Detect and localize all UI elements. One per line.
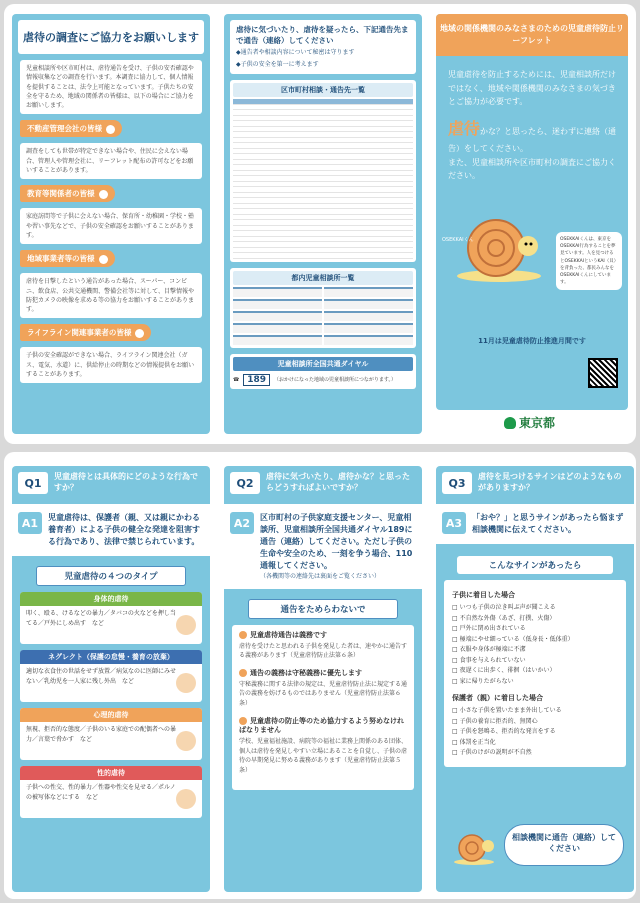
abuse-type-name: 身体的虐待 bbox=[20, 592, 202, 606]
checklist-item: □ 食事を与えられていない bbox=[452, 656, 618, 667]
checklist-item: □ 小さな子供を置いたまま外出している bbox=[452, 706, 618, 717]
contacts-grid bbox=[233, 99, 413, 259]
q1-header bbox=[12, 466, 210, 494]
a-badge: A3 bbox=[442, 512, 466, 534]
a3-answer bbox=[436, 504, 634, 544]
back-sheet bbox=[4, 452, 636, 899]
cover-para2-wrap bbox=[448, 115, 616, 156]
abuse-type-card bbox=[20, 592, 202, 644]
child-illustration-icon bbox=[176, 789, 196, 809]
ginkgo-icon bbox=[504, 417, 516, 429]
q-badge: Q3 bbox=[442, 472, 472, 494]
front-sheet bbox=[4, 4, 636, 444]
q3-panel bbox=[436, 466, 634, 892]
child-guidance-table bbox=[230, 268, 416, 348]
answer-note: （各機関等の連絡先は裏面をご覧ください） bbox=[260, 573, 381, 580]
snail-label: OSEKKAIくん bbox=[442, 237, 474, 243]
checklist-item: □ 戸外に閉め出されている bbox=[452, 624, 618, 635]
abuse-type-body bbox=[20, 780, 202, 818]
section-tag: 地域事業者等の皆様 bbox=[20, 250, 115, 267]
abuse-types bbox=[12, 592, 210, 818]
contacts-panel bbox=[224, 14, 422, 434]
child-illustration-icon bbox=[176, 615, 196, 635]
table-cell bbox=[274, 253, 323, 259]
abuse-type-name: ネグレクト（保護の怠慢・養育の放棄） bbox=[20, 650, 202, 664]
tokyo-logo: 東京都 bbox=[504, 414, 555, 431]
sign-title: こんなサインがあったら bbox=[457, 556, 613, 574]
snail-mascot-icon bbox=[452, 828, 496, 866]
abuse-type-card bbox=[20, 650, 202, 702]
guidance-center-card bbox=[233, 299, 322, 309]
obligation-item bbox=[239, 669, 407, 709]
section-text: 家庭訪問等で子供に会えない場合、保育所・幼稚園・学校・塾や習い事先などで、子供の安全確認をお願いすることがあります。 bbox=[20, 208, 202, 244]
qr-code[interactable] bbox=[588, 358, 618, 388]
municipal-contacts-table bbox=[230, 80, 416, 262]
obligation-item bbox=[239, 631, 407, 661]
obligation-heading: 通告の義務は守秘義務に優先します bbox=[239, 669, 407, 679]
checklist-item: □ 家に帰りたがらない bbox=[452, 677, 618, 688]
a-badge: A2 bbox=[230, 512, 254, 534]
report-intro bbox=[230, 20, 416, 74]
dial-note: （おかけになった地域の児童相談所につながります。） bbox=[274, 377, 397, 384]
section-text: 調査をしても世帯が特定できない場合や、住民に会えない場合、管理人や管理会社に、リーフレット配布の許可などをお願いすることがあります。 bbox=[20, 143, 202, 179]
section-tag: 教育等関係者の皆様 bbox=[20, 185, 115, 202]
table-cell bbox=[233, 253, 274, 259]
checklist-item: □ 極端にやせ細っている（低身長・低体重） bbox=[452, 635, 618, 646]
checklist-item: □ いつも子供の泣き叫ぶ声が聞こえる bbox=[452, 603, 618, 614]
q3-header bbox=[436, 466, 634, 494]
section-education bbox=[12, 179, 210, 244]
q-badge: Q1 bbox=[18, 472, 48, 494]
cover-para1: 児童虐待を防止するためには、児童相談所だけではなく、地域や関係機関のみなさまの気づきとご協力が必要です。 bbox=[448, 70, 616, 107]
answer-text: 児童虐待は、保護者（親、又は親にかわる養育者）による子供の健全な発達を阻害する行為であり、法律で禁じられています。 bbox=[48, 513, 200, 546]
cover-para2: かな？と思ったら、迷わずに連絡（通告）をしてください。 bbox=[448, 126, 617, 153]
guidance-center-card bbox=[233, 335, 322, 345]
obligation-item bbox=[239, 717, 407, 776]
types-title: 児童虐待の４つのタイプ bbox=[36, 566, 186, 586]
section-real-estate bbox=[12, 114, 210, 179]
abuse-type-text: 無視、拒否的な態度／子供のいる家庭での配偶者への暴力／言葉で脅かす など bbox=[26, 726, 177, 743]
question-text: 虐待を見つけるサインはどのようなものがありますか？ bbox=[478, 472, 622, 492]
bullet: ◆通告者や相談内容について秘密は守ります bbox=[236, 49, 355, 56]
guidance-center-card bbox=[233, 323, 322, 333]
guidance-center-card bbox=[324, 323, 413, 333]
child-signs bbox=[452, 603, 618, 687]
hand-icon bbox=[135, 329, 144, 338]
parent-signs bbox=[452, 706, 618, 759]
abuse-type-text: 叩く、殴る、けるなどの暴力／タバコの火などを押し当てる／戸外にしめ出す など bbox=[26, 610, 176, 627]
snail-mascot-icon bbox=[454, 204, 544, 284]
table-title: 区市町村相談・通告先一覧 bbox=[233, 83, 413, 97]
table-cell bbox=[323, 253, 364, 259]
table-title: 都内児童相談所一覧 bbox=[233, 271, 413, 285]
investigation-panel bbox=[12, 14, 210, 434]
checklist-item: □ 体罰を正当化 bbox=[452, 738, 618, 749]
report-heading: 虐待に気づいたり、虐待を疑ったら、下記通告先まで通告（連絡）してください bbox=[236, 25, 409, 45]
obligation-body: 虐待を受けたと思われる子供を発見した者は、速やかに通告する義務があります（児童虐待防止法第６条） bbox=[239, 642, 408, 660]
q2-panel bbox=[224, 466, 422, 892]
child-illustration-icon bbox=[176, 673, 196, 693]
obligation-list bbox=[232, 625, 414, 790]
obligation-heading: 児童虐待の防止等のため協力するよう努めなければなりません bbox=[239, 717, 407, 737]
a1-answer bbox=[12, 504, 210, 556]
q1-panel bbox=[12, 466, 210, 892]
guidance-center-card bbox=[233, 287, 322, 297]
answer-text: 区市町村の子供家庭支援センター、児童相談所、児童相談所全国共通ダイヤル189に通告（連絡）してください。ただし子供の生命や安全のため、一刻を争う場合、110通報してください。 （各機関等の連絡先は裏面をご覧ください） bbox=[260, 512, 416, 581]
guidance-center-card bbox=[324, 287, 413, 297]
abuse-type-body bbox=[20, 722, 202, 760]
phone-icon: ☎ bbox=[233, 376, 240, 383]
answer-text: 「おや？」と思うサインがあったら悩まず相談機関に伝えてください。 bbox=[472, 513, 624, 534]
snail-note: OSEKKAIくんは、東京をOSEKKAI行為することを夢見ています。人を見つけるとOSEKKAIというKAI（貝）を背負った、都民みんなをOSEKKAIくんにしています。 bbox=[556, 232, 622, 290]
group-title: 保護者（親）に着目した場合 bbox=[452, 694, 543, 702]
group-title: 子供に着目した場合 bbox=[452, 591, 515, 599]
checklist-item: □ 夜遅くに出歩く、徘徊（はいかい） bbox=[452, 666, 618, 677]
hand-icon bbox=[99, 255, 108, 264]
q2-header bbox=[224, 466, 422, 494]
guidance-center-card bbox=[233, 311, 322, 321]
big-word: 虐待 bbox=[448, 118, 481, 138]
table-cell bbox=[364, 253, 413, 259]
a2-answer bbox=[224, 504, 422, 589]
contact-bubble: 相談機関に通告（連絡）してください bbox=[504, 824, 624, 866]
cover-panel bbox=[436, 14, 628, 410]
abuse-type-name: 性的虐待 bbox=[20, 766, 202, 780]
abuse-type-card bbox=[20, 766, 202, 818]
abuse-type-name: 心理的虐待 bbox=[20, 708, 202, 722]
obligation-heading: 児童虐待通告は義務です bbox=[239, 631, 407, 641]
national-dial bbox=[230, 354, 416, 389]
question-text: 虐待に気づいたり、虐待かな？と思ったらどうすればよいですか？ bbox=[266, 472, 410, 492]
child-guidance-grid bbox=[233, 287, 413, 345]
dont-hesitate-title: 通告をためらわないで bbox=[248, 599, 398, 619]
cover-para3: また、児童相談所や区市町村の調査にご協力ください。 bbox=[448, 157, 616, 181]
question-text: 児童虐待とは具体的にどのような行為ですか？ bbox=[54, 472, 198, 492]
guidance-center-card bbox=[324, 299, 413, 309]
sign-checklist bbox=[444, 580, 626, 767]
obligation-body: 学校、児童福祉施設、病院等の福祉に業務上関係のある団体、個人は虐待を発見しやすい立場にあることを自覚し、子供の虐待の早期発見に努める義務があります（児童虐待防止法第５条） bbox=[239, 738, 408, 774]
abuse-type-text: 適切な衣食住の世話をせず放置／病気なのに医師にみせない／乳幼児を一人家に残し外出 など bbox=[26, 668, 177, 685]
checklist-item: □ 不自然な外傷（あざ、打撲、火傷） bbox=[452, 614, 618, 625]
obligation-body: 守秘義務に関する法律の規定は、児童虐待防止法に規定する通告の義務を妨げるものではありません（児童虐待防止法第６条） bbox=[239, 680, 408, 707]
checklist-item: □ 衣服や身体が極端に不潔 bbox=[452, 645, 618, 656]
abuse-type-body bbox=[20, 606, 202, 644]
cover-body bbox=[436, 56, 628, 195]
panel1-title: 虐待の調査にご協力をお願いします bbox=[18, 20, 204, 54]
a-badge: A1 bbox=[18, 512, 42, 534]
section-local-business bbox=[12, 244, 210, 318]
guidance-center-card bbox=[324, 311, 413, 321]
abuse-type-body bbox=[20, 664, 202, 702]
section-text: 虐待を日撃したという通告があった場合、スーパー、コンビニ、飲食店、公共交通機関、警備会社等に対して、目撃情報や防犯カメラの映像を求める等の協力をお願いすることがあります。 bbox=[20, 273, 202, 318]
bullet: ◆子供の安全を第一に考えます bbox=[236, 60, 319, 68]
dial-row bbox=[233, 374, 413, 386]
section-text: 子供の安全確認ができない場合、ライフライン関連会社（ガス、電気、水道）に、供給停止の時期などの情報提供をお願いすることがあります。 bbox=[20, 347, 202, 383]
dial-title: 児童相談所全国共通ダイヤル bbox=[233, 357, 413, 371]
section-tag: ライフライン関連事業者の皆様 bbox=[20, 324, 151, 341]
section-lifeline bbox=[12, 318, 210, 383]
hand-icon bbox=[106, 125, 115, 134]
prevention-month: 11月は児童虐待防止推進月間です bbox=[478, 337, 586, 345]
checklist-item: □ 子供のけがの説明が不自然 bbox=[452, 748, 618, 759]
abuse-type-card bbox=[20, 708, 202, 760]
checklist-item: □ 子供を怒鳴る、拒否的な発言をする bbox=[452, 727, 618, 738]
section-tag: 不動産管理会社の皆様 bbox=[20, 120, 122, 137]
q-badge: Q2 bbox=[230, 472, 260, 494]
abuse-type-text: 子供への性交、性的暴力／性器や性交を見せる／ポルノの被写体などにする など bbox=[26, 784, 176, 801]
checklist-item: □ 子供の養育に拒否的、無関心 bbox=[452, 717, 618, 728]
cover-header: 地域の関係機関のみなさまのための児童虐待防止リーフレット bbox=[436, 14, 628, 56]
hand-icon bbox=[99, 190, 108, 199]
child-illustration-icon bbox=[176, 731, 196, 751]
dial-number[interactable]: 189 bbox=[243, 374, 270, 386]
panel1-intro: 児童相談所や区市町村は、虐待通告を受け、子供の安否確認や情報収集などの調査を行います。本調査に協力して、個人情報を提供することは、法令上可能となっています。子供たちの安全を守るため、地域の関係者の皆様は、以下の場合にご協力をお願いします。 bbox=[20, 60, 202, 114]
guidance-center-card bbox=[324, 335, 413, 345]
